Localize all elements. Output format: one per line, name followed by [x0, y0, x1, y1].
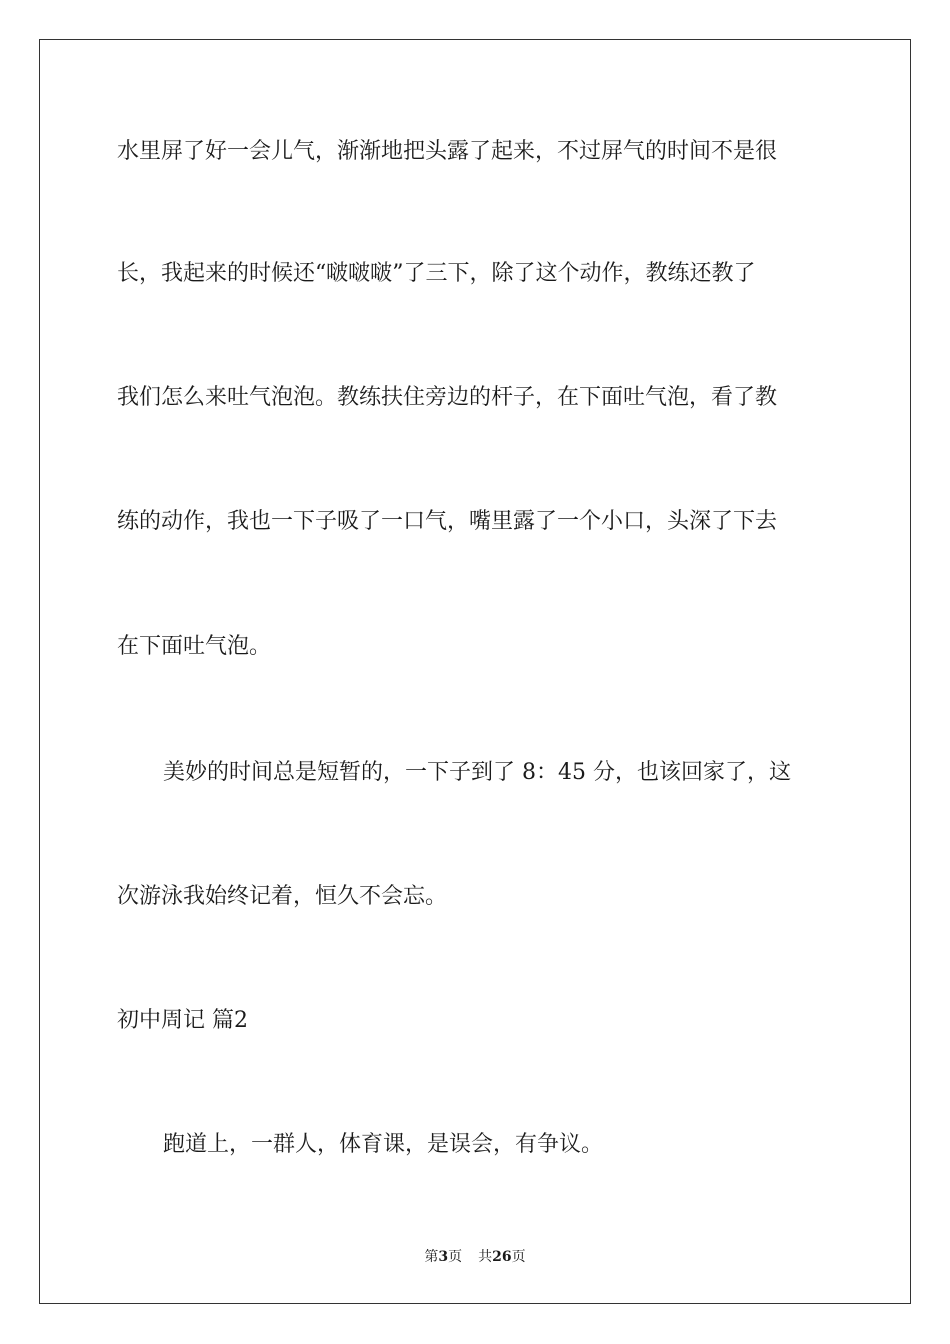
section-heading: 初中周记 篇2: [117, 1008, 248, 1033]
page-footer: [0, 1247, 950, 1267]
page-number: 3: [438, 1249, 449, 1265]
total-suffix: 页: [511, 1249, 526, 1265]
paragraph-line: 我们怎么来吐气泡泡。教练扶住旁边的杆子，在下面吐气泡，看了教: [117, 385, 778, 410]
paragraph-line: 跑道上，一群人，体育课，是误会，有争议。: [163, 1132, 604, 1157]
total-prefix: 共: [478, 1249, 493, 1265]
page-suffix: 页: [448, 1249, 463, 1265]
paragraph-line: 美妙的时间总是短暂的，一下子到了 8：45 分，也该回家了，这: [163, 760, 791, 785]
page-prefix: 第: [424, 1249, 439, 1265]
page-border: [39, 39, 911, 1304]
paragraph-line: 练的动作，我也一下子吸了一口气，嘴里露了一个小口，头深了下去: [117, 509, 778, 534]
paragraph-line: 水里屏了好一会儿气，渐渐地把头露了起来，不过屏气的时间不是很: [117, 139, 778, 164]
paragraph-line: 在下面吐气泡。: [117, 634, 272, 659]
total-pages: 26: [492, 1249, 512, 1265]
paragraph-line: 长，我起来的时候还“啵啵啵”了三下，除了这个动作，教练还教了: [117, 261, 756, 286]
paragraph-line: 次游泳我始终记着，恒久不会忘。: [117, 884, 448, 909]
